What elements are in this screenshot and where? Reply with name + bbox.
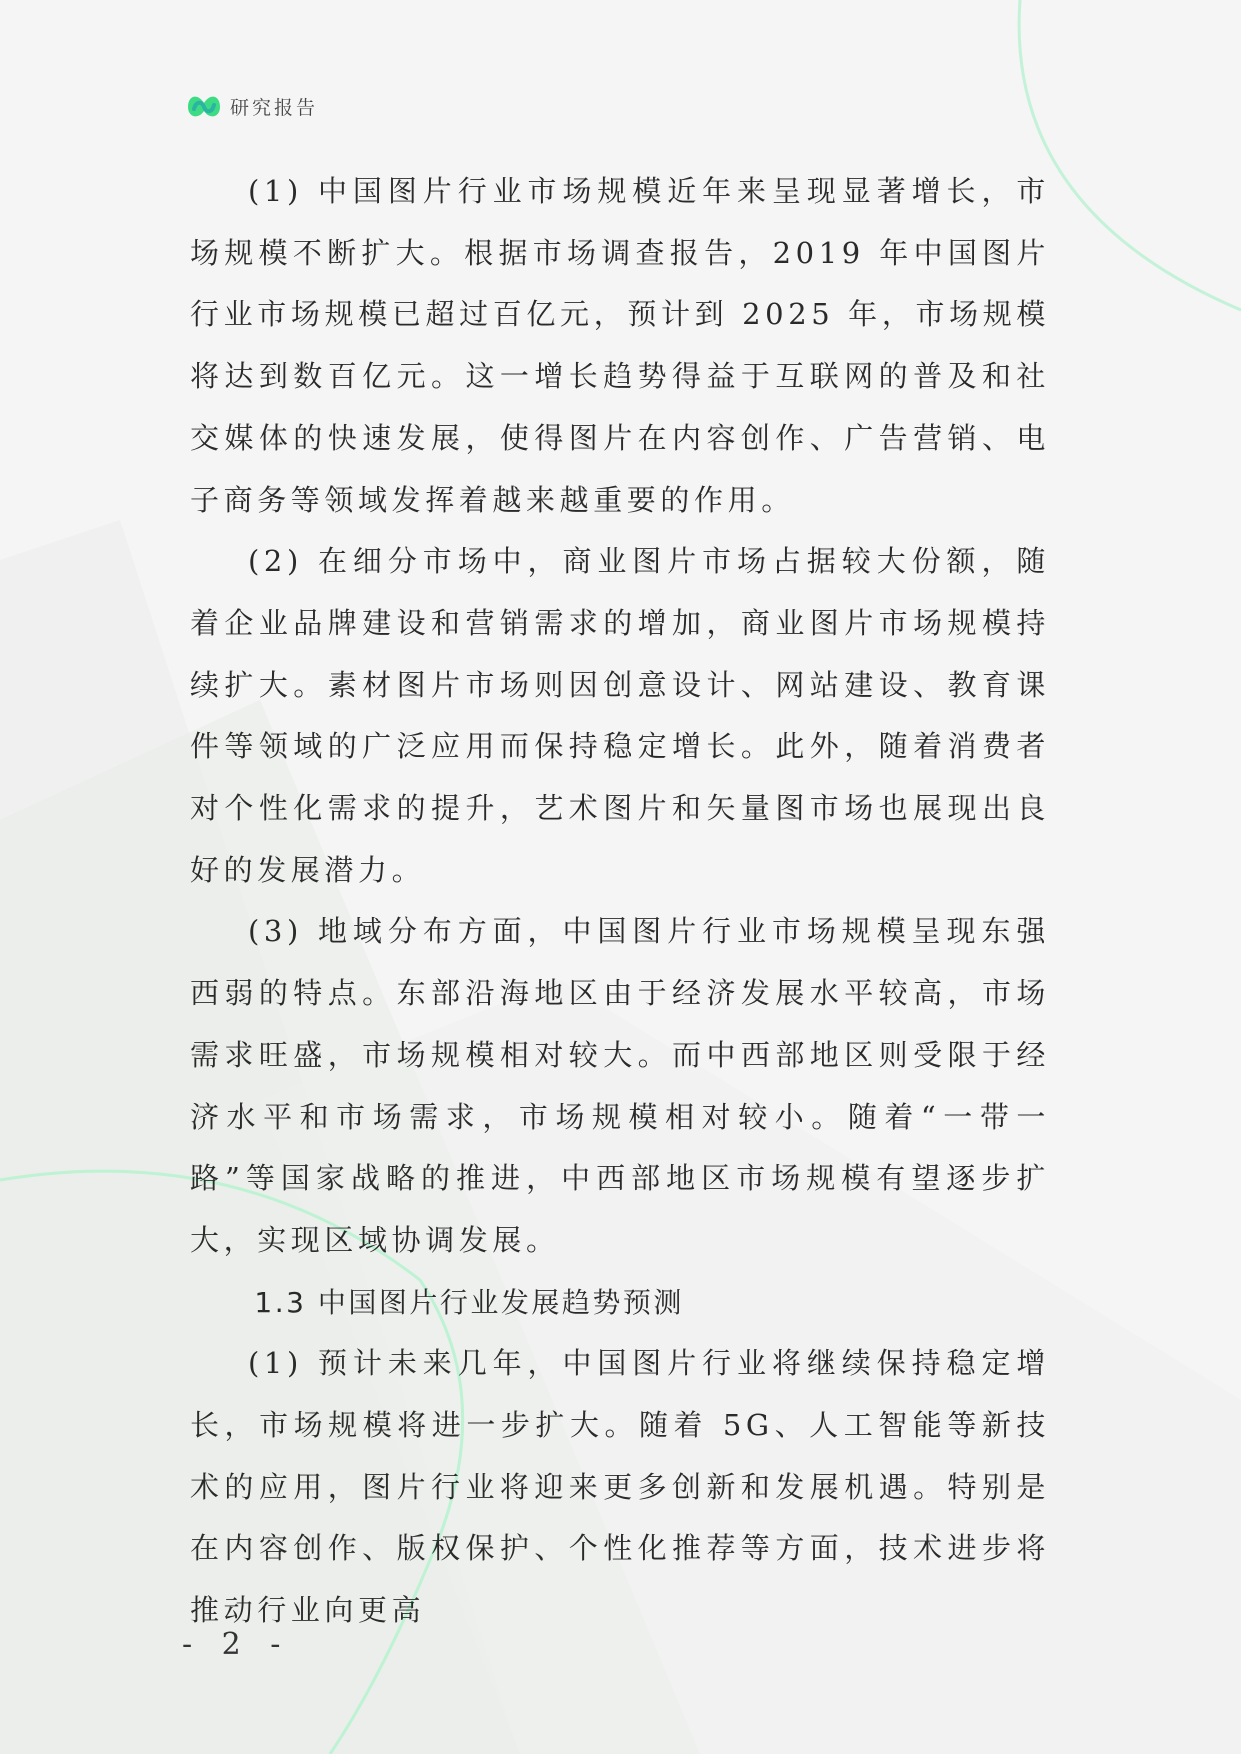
- section-heading: 1.3 中国图片行业发展趋势预测: [254, 1285, 684, 1319]
- brand-logo-icon: [186, 89, 222, 123]
- body-paragraph: (1) 预计未来几年，中国图片行业将继续保持稳定增长，市场规模将进一步扩大。随着 5G、人工智能等新技术的应用，图片行业将迎来更多创新和发展机遇。特别是在内容创作、版权保护、个性化推荐等方面，技术进步将推动行业向更高: [190, 1346, 1050, 1628]
- report-header: [186, 88, 318, 124]
- body-paragraph: (2) 在细分市场中，商业图片市场占据较大份额，随着企业品牌建设和营销需求的增加，商业图片市场规模持续扩大。素材图片市场则因创意设计、网站建设、教育课件等领域的广泛应用而保持稳定增长。此外，随着消费者对个性化需求的提升，艺术图片和矢量图市场也展现出良好的发展潜力。: [190, 544, 1050, 887]
- body-paragraph: (3) 地域分布方面，中国图片行业市场规模呈现东强西弱的特点。东部沿海地区由于经济发展水平较高，市场需求旺盛，市场规模相对较大。而中西部地区则受限于经济水平和市场需求，市场规模相对较小。随着“一带一路”等国家战略的推进，中西部地区市场规模有望逐步扩大，实现区域协调发展。: [190, 914, 1050, 1257]
- document-body: [190, 161, 1050, 1642]
- page-number: - 2 -: [182, 1627, 291, 1662]
- body-paragraph: (1) 中国图片行业市场规模近年来呈现显著增长，市场规模不断扩大。根据市场调查报告，2019 年中国图片行业市场规模已超过百亿元，预计到 2025 年，市场规模将达到数百亿元。这一增长趋势得益于互联网的普及和社交媒体的快速发展，使得图片在内容创作、广告营销、电子商务等领域发挥着越来越重要的作用。: [190, 174, 1050, 517]
- header-title: 研究报告: [230, 96, 319, 119]
